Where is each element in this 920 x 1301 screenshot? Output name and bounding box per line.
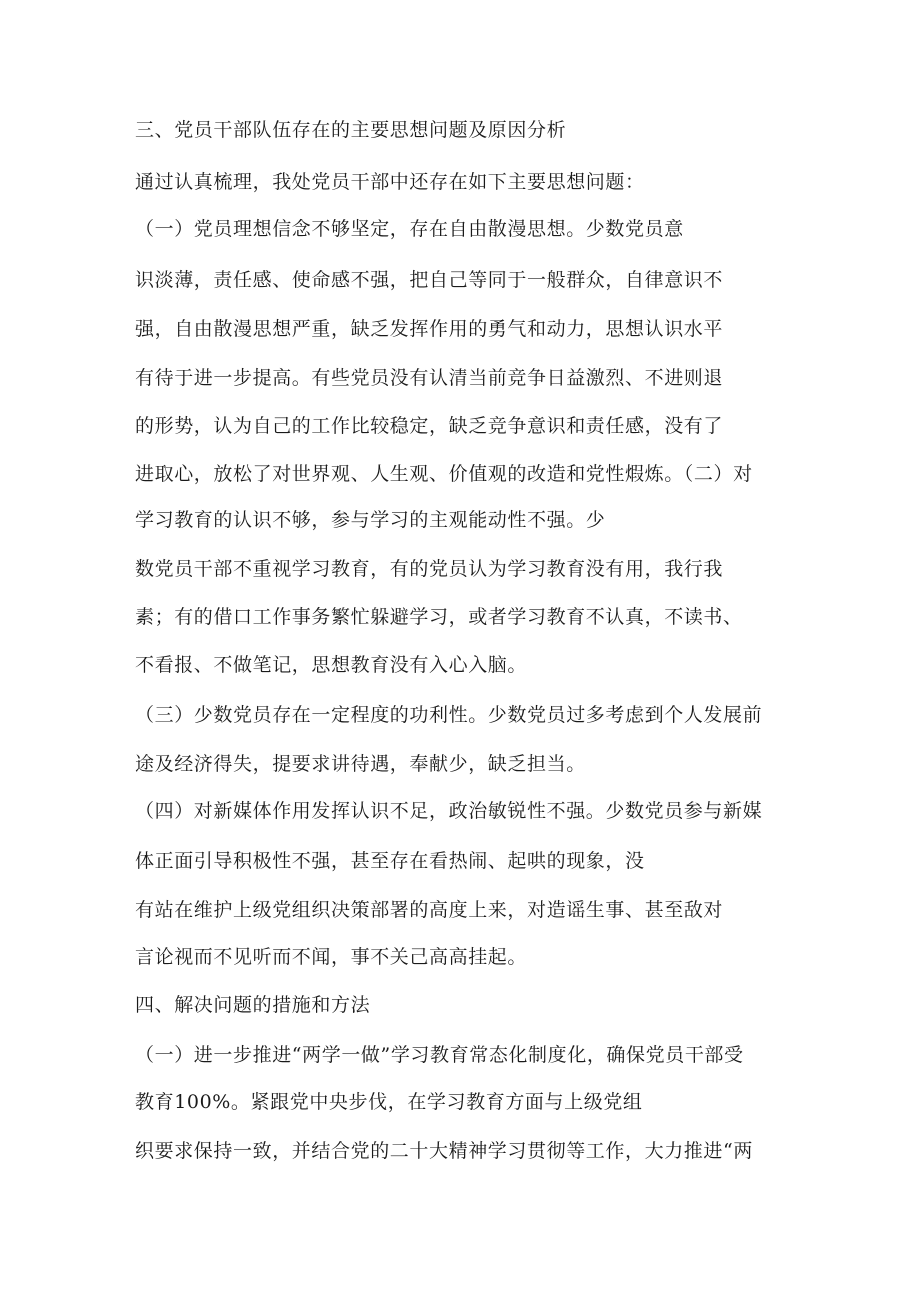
paragraph-line: 织要求保持一致，并结合党的二十大精神学习贯彻等工作，大力推进“两 xyxy=(135,1140,753,1162)
paragraph-line: 有站在维护上级党组织决策部署的高度上来，对造谣生事、甚至敌对 xyxy=(135,899,724,921)
paragraph-line: 的形势，认为自己的工作比较稳定，缺乏竞争意识和责任感，没有了 xyxy=(135,415,724,437)
paragraph-line: 言论视而不见听而不闻，事不关己高高挂起。 xyxy=(135,946,528,968)
paragraph-line: 有待于进一步提高。有些党员没有认清当前竞争日益激烈、不进则退 xyxy=(135,367,724,389)
paragraph-line: 教育100%。紧跟党中央步伐，在学习教育方面与上级党组 xyxy=(135,1091,643,1113)
paragraph-line: 不看报、不做笔记，思想教育没有入心入脑。 xyxy=(135,654,528,676)
paragraph-line: 体正面引导积极性不强，甚至存在看热闹、起哄的现象，没 xyxy=(135,850,645,872)
paragraph-line: 进取心，放松了对世界观、人生观、价值观的改造和党性煆炼。（二）对 xyxy=(135,463,753,485)
section-heading-3: 三、党员干部队伍存在的主要思想问题及原因分析 xyxy=(135,119,567,141)
paragraph-line: （四）对新媒体作用发挥认识不足，政治敏锐性不强。少数党员参与新媒 xyxy=(135,800,763,822)
paragraph-line: 强，自由散漫思想严重，缺乏发挥作用的勇气和动力，思想认识水平 xyxy=(135,318,724,340)
paragraph-line: 途及经济得失，提要求讲待遇，奉献少，缺乏担当。 xyxy=(135,753,586,775)
paragraph-line: 素；有的借口工作事务繁忙躲避学习，或者学习教育不认真，不读书、 xyxy=(135,606,743,628)
paragraph-line: 数党员干部不重视学习教育，有的党员认为学习教育没有用，我行我 xyxy=(135,558,724,580)
paragraph-line: （一）进一步推进“两学一做”学习教育常态化制度化，确保党员干部受 xyxy=(135,1044,744,1066)
paragraph-line: 通过认真梳理，我处党员干部中还存在如下主要思想问题： xyxy=(135,171,645,193)
paragraph-line: （三）少数党员存在一定程度的功利性。少数党员过多考虑到个人发展前 xyxy=(135,704,763,726)
section-heading-4: 四、解决问题的措施和方法 xyxy=(135,994,371,1016)
paragraph-line: 识淡薄，责任感、使命感不强，把自己等同于一般群众，自律意识不 xyxy=(135,269,724,291)
paragraph-line: （一）党员理想信念不够坚定，存在自由散漫思想。少数党员意 xyxy=(135,218,684,240)
paragraph-line: 学习教育的认识不够，参与学习的主观能动性不强。少 xyxy=(135,509,606,531)
